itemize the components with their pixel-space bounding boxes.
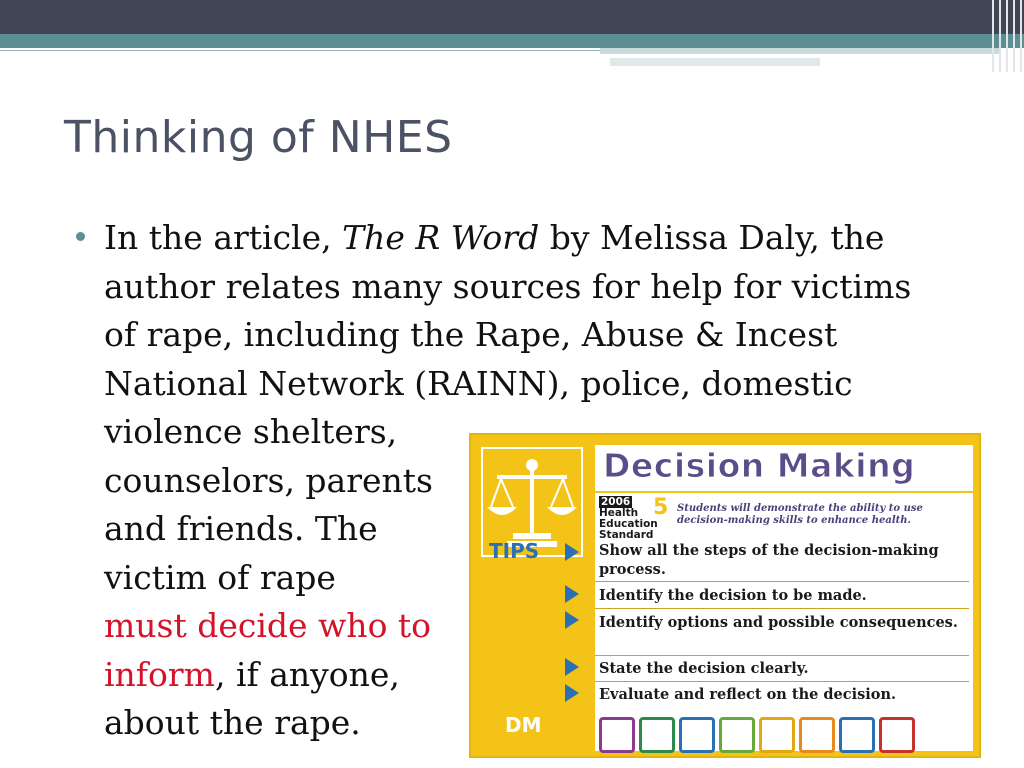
arrow-icon	[565, 611, 579, 629]
book-icon	[679, 717, 715, 753]
health-icon	[839, 717, 875, 753]
bullet-icon	[76, 232, 85, 241]
step-item: Identify options and possible consequences.	[599, 614, 958, 631]
header-bar-teal	[0, 34, 1024, 48]
paragraph-line: victim of rape	[104, 557, 336, 597]
scales-small-icon	[759, 717, 795, 753]
arrow-icon	[565, 684, 579, 702]
header-rule	[0, 50, 600, 51]
standard-label: 2006 Health Education Standard	[599, 496, 658, 541]
step-divider	[595, 681, 969, 682]
arrow-icon	[565, 585, 579, 603]
standards-icon-strip	[595, 711, 973, 751]
paragraph-line: In the article, The R Word by Melissa Daly, the	[104, 218, 885, 257]
paragraph-line: about the rape.	[104, 703, 361, 742]
slide-title: Thinking of NHES	[64, 112, 453, 163]
speech-icon	[719, 717, 755, 753]
step-divider	[595, 655, 969, 656]
clock-icon	[599, 717, 635, 753]
header-accent-bar	[600, 48, 1000, 54]
step-divider	[595, 581, 969, 582]
arrow-icon	[565, 543, 579, 561]
megaphone-icon	[879, 717, 915, 753]
standard-description: Students will demonstrate the ability to use decision-making skills to enhance health.	[677, 503, 923, 526]
paragraph-line: violence shelters,	[104, 412, 398, 451]
article-title: The R Word	[342, 218, 540, 257]
header-accent-bar-small	[610, 58, 820, 66]
paragraph-line: author relates many sources for help for victims	[104, 266, 912, 306]
tips-label: TIPS	[489, 539, 540, 563]
paragraph-line: National Network (RAINN), police, domestic	[104, 363, 853, 403]
decision-making-poster	[469, 433, 981, 758]
highlighted-word: inform	[104, 654, 215, 694]
step-item: State the decision clearly.	[599, 660, 809, 677]
step-divider	[595, 608, 969, 609]
paragraph-line: and friends. The	[104, 509, 378, 548]
paragraph-line: of rape, including the Rape, Abuse & Incest	[104, 315, 838, 354]
poster-heading-box	[595, 445, 973, 491]
standard-number: 5	[653, 495, 669, 520]
poster-heading: Decision Making	[603, 446, 916, 485]
people-icon	[639, 717, 675, 753]
poster-footer-label: DM	[505, 713, 542, 737]
arrow-icon	[565, 658, 579, 676]
step-item: Identify the decision to be made.	[599, 587, 867, 604]
header-bar-dark	[0, 0, 1024, 34]
target-icon	[799, 717, 835, 753]
step-item: Show all the steps of the decision-making process.	[599, 542, 939, 578]
paragraph-line: counselors, parents	[104, 460, 433, 500]
highlighted-line: must decide who to	[104, 606, 432, 645]
header-vertical-lines	[990, 0, 1024, 72]
paragraph-line: inform, if anyone,	[104, 654, 400, 694]
step-item: Evaluate and reflect on the decision.	[599, 686, 897, 703]
